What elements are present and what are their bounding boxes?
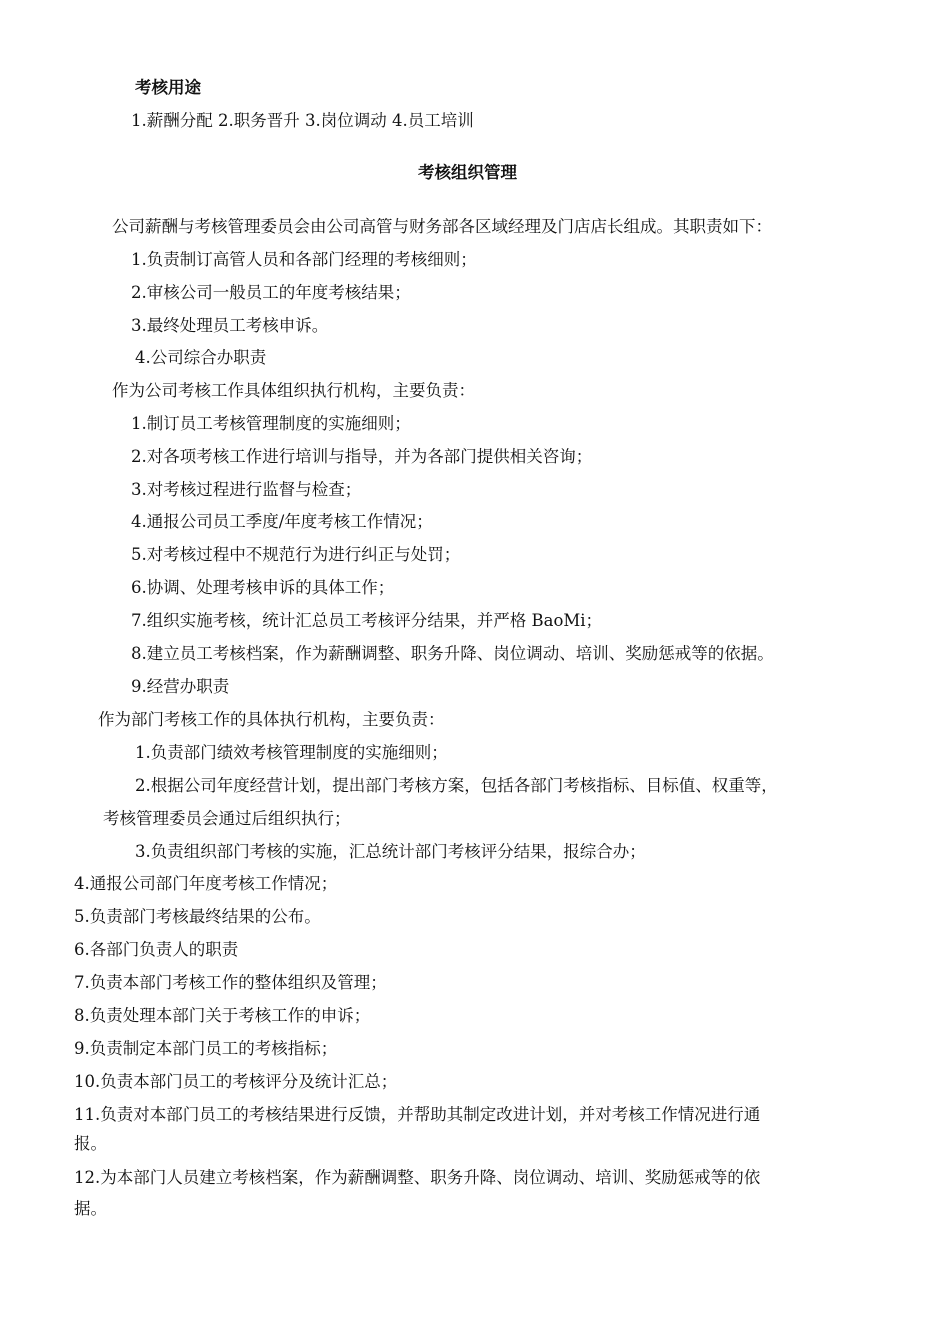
list-item: 10.负责本部门员工的考核评分及统计汇总； [74,1072,398,1091]
list-item: 3.最终处理员工考核申诉。 [131,316,329,335]
list-item: 1.负责制订高管人员和各部门经理的考核细则； [131,250,477,269]
committee-intro: 公司薪酬与考核管理委员会由公司高管与财务部各区域经理及门店店长组成。其职责如下： [112,217,772,236]
office-intro: 作为公司考核工作具体组织执行机构，主要负责： [112,381,475,400]
list-item: 2.对各项考核工作进行培训与指导，并为各部门提供相关咨询； [131,447,593,466]
list-item: 报。 [74,1134,107,1153]
list-item: 7.组织实施考核，统计汇总员工考核评分结果，并严格 BaoMi； [131,611,603,630]
heading-assessment-use: 考核用途 [135,78,201,97]
list-item: 12.为本部门人员建立考核档案，作为薪酬调整、职务升降、岗位调动、培训、奖励惩戒等的依 [74,1168,761,1187]
list-item: 9.经营办职责 [131,677,230,696]
list-item: 5.负责部门考核最终结果的公布。 [74,907,321,926]
list-item: 2.根据公司年度经营计划，提出部门考核方案，包括各部门考核指标、目标值、权重等， [135,776,778,795]
list-item: 4.通报公司部门年度考核工作情况； [74,874,338,893]
list-item: 7.负责本部门考核工作的整体组织及管理； [74,973,387,992]
list-item: 9.负责制定本部门员工的考核指标； [74,1039,338,1058]
ops-intro: 作为部门考核工作的具体执行机构，主要负责： [98,710,445,729]
assessment-uses-line: 1.薪酬分配 2.职务晋升 3.岗位调动 4.员工培训 [131,111,474,130]
list-item: 1.制订员工考核管理制度的实施细则； [131,414,411,433]
list-item: 3.对考核过程进行监督与检查； [131,480,362,499]
list-item: 6.各部门负责人的职责 [74,940,239,959]
list-item: 5.对考核过程中不规范行为进行纠正与处罚； [131,545,461,564]
list-item: 1.负责部门绩效考核管理制度的实施细则； [135,743,448,762]
list-item: 3.负责组织部门考核的实施，汇总统计部门考核评分结果，报综合办； [135,842,646,861]
list-item: 4.通报公司员工季度/年度考核工作情况； [131,512,433,531]
list-item: 8.建立员工考核档案，作为薪酬调整、职务升降、岗位调动、培训、奖励惩戒等的依据。 [131,644,774,663]
list-item: 据。 [74,1199,107,1218]
heading-org-management: 考核组织管理 [418,163,517,182]
list-item: 8.负责处理本部门关于考核工作的申诉； [74,1006,371,1025]
list-item: 2.审核公司一般员工的年度考核结果； [131,283,411,302]
list-item: 6.协调、处理考核申诉的具体工作； [131,578,395,597]
list-item: 4.公司综合办职责 [135,348,267,367]
list-item: 考核管理委员会通过后组织执行； [103,809,351,828]
list-item: 11.负责对本部门员工的考核结果进行反馈，并帮助其制定改进计划，并对考核工作情况进行通 [74,1105,761,1124]
